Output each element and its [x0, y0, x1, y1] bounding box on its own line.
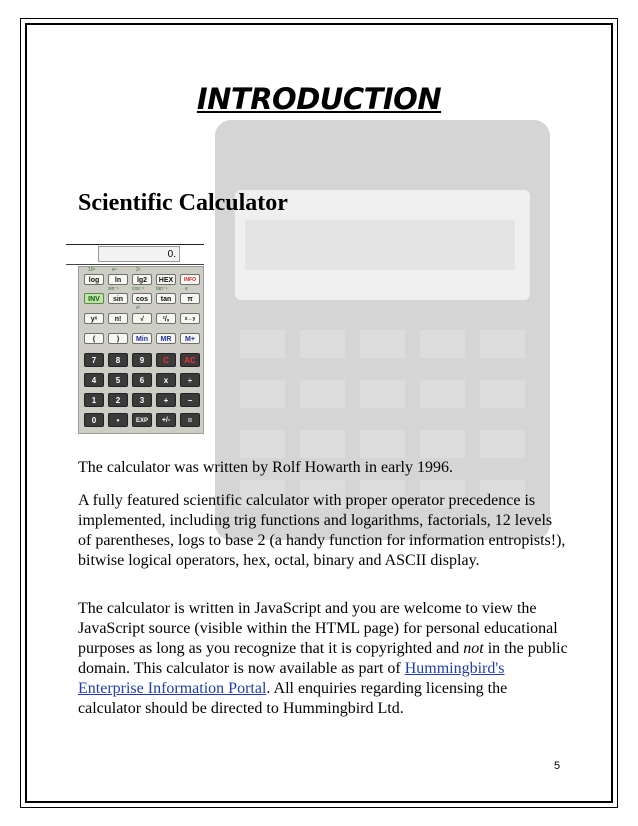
calculator-bottom-rule: [66, 264, 204, 265]
paragraph-license: [78, 599, 568, 719]
calculator-display: 0.: [98, 246, 180, 262]
paragraph-features-text: A fully featured scientific calculator with proper operator precedence is implemented, including trig functions and logarithms, factorials, 12 levels of parentheses, logs to base 2 (a handy function for information entropists!), bitwise logical operators, hex, octal, binary and ASCII display.: [78, 492, 566, 569]
shift-label-10x: 10ˣ: [88, 267, 96, 273]
memory-in-key[interactable]: Min: [132, 333, 152, 344]
sin-key[interactable]: sin: [108, 293, 128, 304]
lg2-key[interactable]: lg2: [132, 274, 152, 285]
digit-3-key[interactable]: 3: [132, 393, 152, 407]
digit-1-key[interactable]: 1: [84, 393, 104, 407]
sqrt-key[interactable]: √: [132, 313, 152, 324]
license-emphasis: not: [463, 640, 484, 657]
calculator-top-rule: [66, 244, 204, 245]
license-text-part-2: in the public domain. This calculator is now available as part of: [78, 640, 568, 677]
decimal-point-key[interactable]: •: [108, 413, 128, 427]
shift-label-2x: 2ˣ: [136, 267, 141, 273]
digit-6-key[interactable]: 6: [132, 373, 152, 387]
digit-2-key[interactable]: 2: [108, 393, 128, 407]
info-key[interactable]: INFO: [180, 274, 200, 285]
license-text-part-1: The calculator is written in JavaScript and you are welcome to view the JavaScript source (visible within the HTML page) for personal educational purposes as long as you recognize that it is copyrighted and: [78, 600, 558, 657]
shift-label-ex: eˣ: [112, 267, 117, 273]
all-clear-key[interactable]: AC: [180, 353, 200, 367]
shift-label-atan: tan⁻¹: [156, 286, 168, 292]
paragraph-author-text: The calculator was written by Rolf Howarth in early 1996.: [78, 459, 453, 476]
pi-key[interactable]: π: [180, 293, 200, 304]
license-text-part-3: . All enquiries regarding licensing the calculator should be directed to Hummingbird Ltd.: [78, 680, 508, 717]
page-title: INTRODUCTION: [196, 82, 442, 116]
paragraph-license-text: [78, 599, 568, 719]
hex-key[interactable]: HEX: [156, 274, 176, 285]
reciprocal-key[interactable]: ¹/ₓ: [156, 313, 176, 324]
shift-label-acos: cos⁻¹: [132, 286, 145, 292]
power-key[interactable]: yˣ: [84, 313, 104, 324]
minus-key[interactable]: −: [180, 393, 200, 407]
exp-key[interactable]: EXP: [132, 413, 152, 427]
swap-key[interactable]: x↔y: [180, 313, 200, 324]
digit-4-key[interactable]: 4: [84, 373, 104, 387]
ln-key[interactable]: ln: [108, 274, 128, 285]
calculator-widget: [66, 240, 204, 434]
cos-key[interactable]: cos: [132, 293, 152, 304]
page-number: 5: [554, 760, 561, 772]
digit-0-key[interactable]: 0: [84, 413, 104, 427]
multiply-key[interactable]: x: [156, 373, 176, 387]
sign-toggle-key[interactable]: +/-: [156, 413, 176, 427]
divide-key[interactable]: ÷: [180, 373, 200, 387]
digit-7-key[interactable]: 7: [84, 353, 104, 367]
section-heading: Scientific Calculator: [78, 190, 288, 216]
memory-recall-key[interactable]: MR: [156, 333, 176, 344]
shift-label-x2: x²: [136, 305, 141, 311]
equals-key[interactable]: =: [180, 413, 200, 427]
digit-9-key[interactable]: 9: [132, 353, 152, 367]
paragraph-author: [78, 458, 568, 478]
close-paren-key[interactable]: ): [108, 333, 128, 344]
shift-label-e: e: [185, 286, 188, 292]
clear-key[interactable]: C: [156, 353, 176, 367]
calculator-keypad: [78, 266, 204, 434]
hummingbird-portal-link[interactable]: Hummingbird's Enterprise Information Portal: [78, 660, 505, 697]
tan-key[interactable]: tan: [156, 293, 176, 304]
open-paren-key[interactable]: (: [84, 333, 104, 344]
inv-key[interactable]: INV: [84, 293, 104, 304]
log-key[interactable]: log: [84, 274, 104, 285]
factorial-key[interactable]: n!: [108, 313, 128, 324]
memory-plus-key[interactable]: M+: [180, 333, 200, 344]
digit-8-key[interactable]: 8: [108, 353, 128, 367]
shift-label-asin: sin⁻¹: [108, 286, 119, 292]
paragraph-features: [78, 491, 566, 571]
digit-5-key[interactable]: 5: [108, 373, 128, 387]
plus-key[interactable]: +: [156, 393, 176, 407]
